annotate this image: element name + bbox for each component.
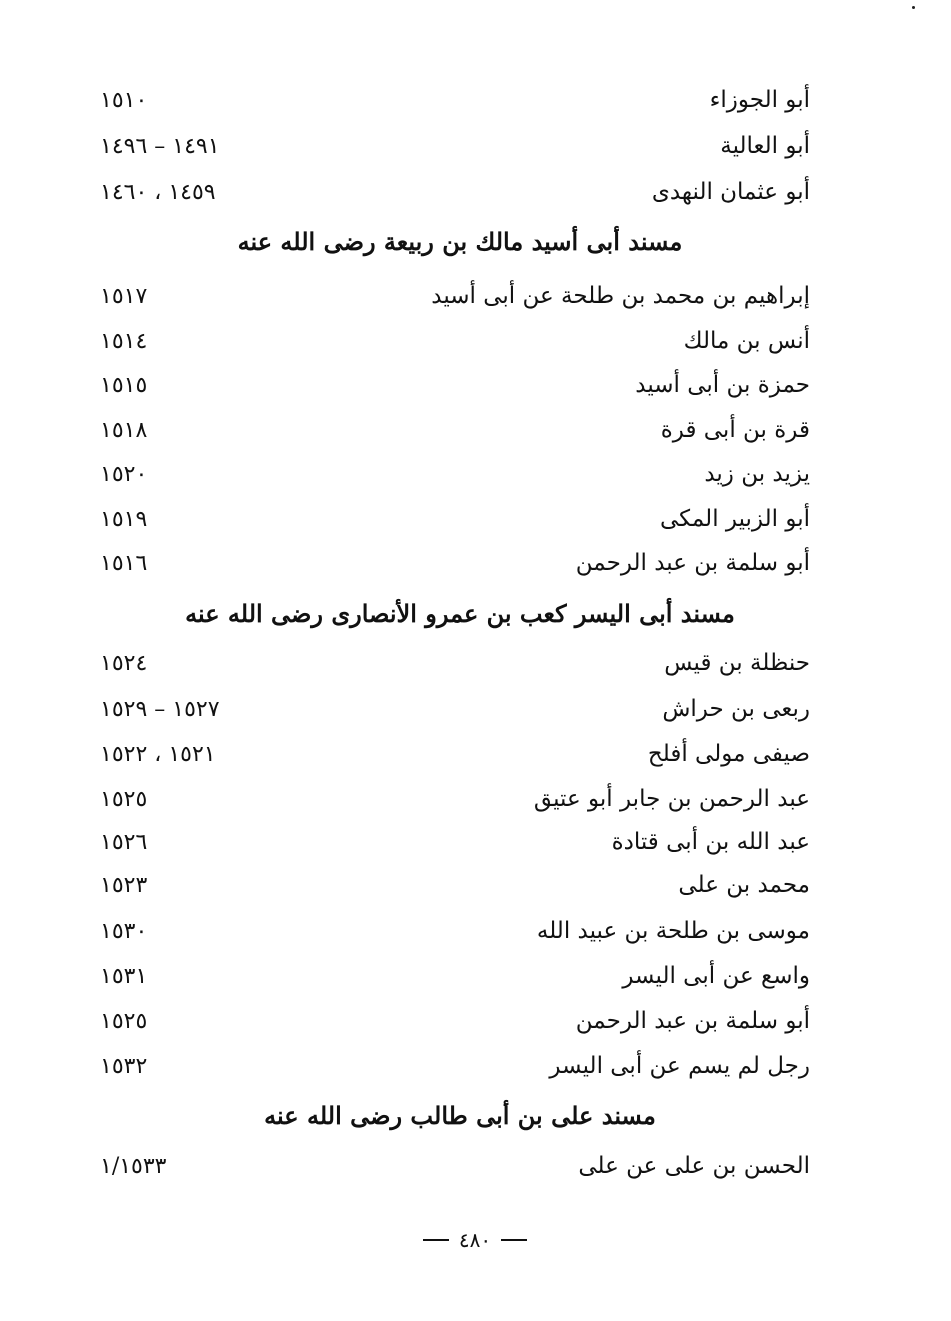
entry-name: أبو الجوزاء xyxy=(709,87,810,113)
entry-ref: ١٥١٦ xyxy=(100,550,148,576)
index-entry xyxy=(100,640,810,686)
index-entry xyxy=(100,731,810,777)
folio-dash xyxy=(423,1239,449,1241)
entry-name: أبو عثمان النهدى xyxy=(651,179,810,205)
entry-name: واسع عن أبى اليسر xyxy=(622,963,810,989)
entry-ref: ١٥٢٤ xyxy=(100,650,148,676)
entry-ref: ١٥٢٧ – ١٥٢٩ xyxy=(100,696,220,722)
entry-ref: ١٥١٤ xyxy=(100,328,148,354)
index-entry xyxy=(100,451,810,497)
section-heading: مسند أبى اليسر كعب بن عمرو الأنصارى رضى الله عنه xyxy=(185,598,735,628)
index-entry xyxy=(100,407,810,453)
index-entry xyxy=(100,496,810,542)
entry-name: محمد بن على xyxy=(678,872,810,898)
entry-name: الحسن بن على عن على xyxy=(578,1153,810,1179)
index-entry xyxy=(100,123,810,169)
entry-name: حمزة بن أبى أسيد xyxy=(635,372,810,398)
entry-name: عبد الله بن أبى قتادة xyxy=(611,829,810,855)
entry-name: أنس بن مالك xyxy=(683,328,810,354)
index-entry xyxy=(100,169,810,215)
index-entry xyxy=(100,1043,810,1089)
index-entry xyxy=(100,998,810,1044)
index-entry xyxy=(100,953,810,999)
entry-name: أبو العالية xyxy=(720,133,810,159)
entry-name: رجل لم يسم عن أبى اليسر xyxy=(549,1053,810,1079)
index-entry xyxy=(100,318,810,364)
entry-ref: ١٥٣٢ xyxy=(100,1053,148,1079)
entry-name: حنظلة بن قيس xyxy=(664,650,810,676)
entry-ref: ١٥٣١ xyxy=(100,963,148,989)
section-heading: مسند أبى أسيد مالك بن ربيعة رضى الله عنه xyxy=(237,226,683,256)
index-entry xyxy=(100,776,810,822)
page-speck xyxy=(912,6,915,9)
page-number-text: ٤٨٠ xyxy=(458,1228,492,1252)
entry-ref: ١٥١٠ xyxy=(100,87,148,113)
folio-dash xyxy=(501,1239,527,1241)
index-entry xyxy=(100,686,810,732)
index-entry xyxy=(100,819,810,865)
index-entry xyxy=(100,540,810,586)
entry-name: أبو سلمة بن عبد الرحمن xyxy=(575,1008,810,1034)
entry-ref: ١٥١٨ xyxy=(100,417,148,443)
entry-ref: ١/١٥٣٣ xyxy=(100,1153,167,1179)
entry-name: يزيد بن زيد xyxy=(704,461,810,487)
entry-name: ربعى بن حراش xyxy=(662,696,810,722)
index-entry xyxy=(100,362,810,408)
entry-ref: ١٥٢٠ xyxy=(100,461,148,487)
entry-name: قرة بن أبى قرة xyxy=(660,417,810,443)
section-heading: مسند على بن أبى طالب رضى الله عنه xyxy=(264,1100,656,1130)
entry-ref: ١٥١٩ xyxy=(100,506,148,532)
page-number xyxy=(375,1222,575,1258)
entry-name: عبد الرحمن بن جابر أبو عتيق xyxy=(533,786,810,812)
entry-ref: ١٥٢٦ xyxy=(100,829,148,855)
entry-ref: ١٤٥٩ ، ١٤٦٠ xyxy=(100,179,216,205)
entry-ref: ١٥١٧ xyxy=(100,283,148,309)
entry-name: صيفى مولى أفلح xyxy=(647,741,810,767)
entry-name: موسى بن طلحة بن عبيد الله xyxy=(536,918,810,944)
entry-ref: ١٥١٥ xyxy=(100,372,148,398)
entry-ref: ١٥٢٥ xyxy=(100,786,148,812)
index-entry xyxy=(100,77,810,123)
entry-name: أبو الزبير المكى xyxy=(660,506,810,532)
entry-ref: ١٥٣٠ xyxy=(100,918,148,944)
entry-ref: ١٥٢٣ xyxy=(100,872,148,898)
index-entry xyxy=(100,862,810,908)
entry-name: إبراهيم بن محمد بن طلحة عن أبى أسيد xyxy=(431,283,810,309)
index-entry xyxy=(100,1143,810,1189)
entry-ref: ١٥٢٥ xyxy=(100,1008,148,1034)
entry-ref: ١٥٢١ ، ١٥٢٢ xyxy=(100,741,216,767)
index-entry xyxy=(100,273,810,319)
entry-ref: ١٤٩١ – ١٤٩٦ xyxy=(100,133,220,159)
index-entry xyxy=(100,908,810,954)
entry-name: أبو سلمة بن عبد الرحمن xyxy=(575,550,810,576)
